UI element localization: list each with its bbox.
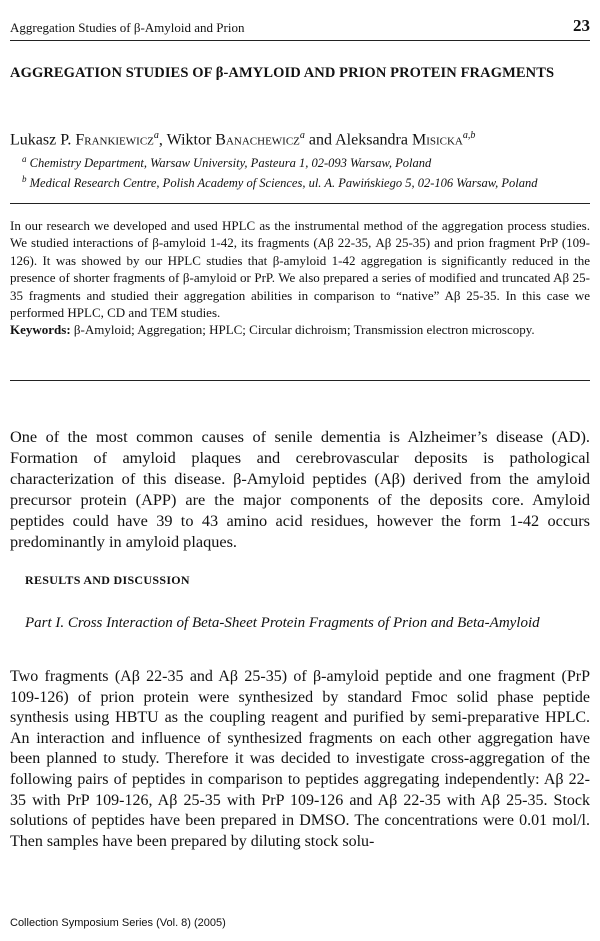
section-heading: RESULTS AND DISCUSSION [25, 573, 190, 587]
author-3-affil-mark: a,b [462, 130, 476, 141]
author-2-given: Wiktor [166, 131, 216, 149]
affiliation-b-text: Medical Research Centre, Polish Academy of Sciences, ul. A. Pawińskiego 5, 02-106 Warsaw, Poland [29, 176, 538, 191]
running-header [10, 16, 590, 41]
abstract-box [10, 203, 590, 381]
author-1-affil-mark: a [153, 130, 159, 141]
author-separator: , [158, 131, 167, 149]
article-title: AGGREGATION STUDIES OF β-AMYLOID AND PRION PROTEIN FRAGMENTS [10, 65, 555, 81]
keywords-label: Keywords: [10, 322, 71, 338]
author-1-given: Lukasz P. [10, 131, 76, 149]
page-footer: Collection Symposium Series (Vol. 8) (2005) [10, 917, 226, 929]
abstract-text: In our research we developed and used HPLC as the instrumental method of the aggregation process studies. We studied interactions of β-amyloid 1-42, its fragments (Aβ 22-35, Aβ 25-35) and prion fragment PrP (109-126). It was showed by our HPLC studies that β-amyloid 1-42 aggregation is significantly reduced in the presence of shorter fragments of β-amyloid or PrP. We also prepared a series of modified and truncated Aβ 25-35 fragments and studied their aggregation abilities in comparison to “native” Aβ 25-35. In this case we performed HPLC, CD and TEM studies. [10, 218, 590, 321]
intro-paragraph: One of the most common causes of senile dementia is Alzheimer’s disease (AD). Formation of amyloid plaques and cerebrovascular deposits is pathological characterization of this disease. β-Amyloid peptides (Aβ) derived from the amyloid precursor protein (APP) are the major components of the deposits core. Amyloid peptides could have 39 to 43 amino acid residues, however the form 1-42 occurs predominantly in amyloid plaques. [10, 427, 590, 551]
affiliation-a [22, 154, 431, 171]
affiliation-a-mark: a [22, 154, 27, 164]
running-title: Aggregation Studies of β-Amyloid and Prion [10, 20, 245, 35]
affiliation-b-mark: b [22, 174, 27, 184]
author-3-given: Aleksandra [335, 131, 412, 149]
author-list [10, 130, 590, 149]
affiliation-a-text: Chemistry Department, Warsaw University, Pasteura 1, 02-093 Warsaw, Poland [29, 156, 432, 171]
author-2-affil-mark: a [299, 130, 305, 141]
author-2-family: Banachewicz [215, 131, 300, 149]
keywords-text: β-Amyloid; Aggregation; HPLC; Circular dichroism; Transmission electron microscopy. [73, 322, 535, 338]
author-separator: and [304, 131, 336, 149]
author-3-family: Misicka [411, 131, 463, 149]
affiliation-b [22, 174, 538, 191]
keywords [10, 321, 590, 338]
page-number: 23 [573, 16, 590, 35]
body-paragraph: Two fragments (Aβ 22-35 and Aβ 25-35) of β-amyloid peptide and one fragment (PrP 109-126) of prion protein were synthesized by standard Fmoc solid phase peptide synthesis using HBTU as the coupling reagent and purified by semi-preparative HPLC. An interaction and influence of synthesized fragments on each other aggregation have been planned to study. Therefore it was decided to investigate cross-aggregation of the following pairs of peptides in comparison to peptides aggregating independently: Aβ 22-35 with PrP 109-126, Aβ 25-35 with PrP 109-126 and Aβ 22-35 with Aβ 25-35. Stock solutions of peptides have been prepared in DMSO. The concentrations were 0.01 mol/l. Then samples have been prepared by diluting stock solu- [10, 668, 590, 850]
author-1-family: Frankiewicz [75, 131, 154, 149]
subsection-heading: Part I. Cross Interaction of Beta-Sheet Protein Fragments of Prion and Beta-Amyloid [25, 615, 540, 631]
